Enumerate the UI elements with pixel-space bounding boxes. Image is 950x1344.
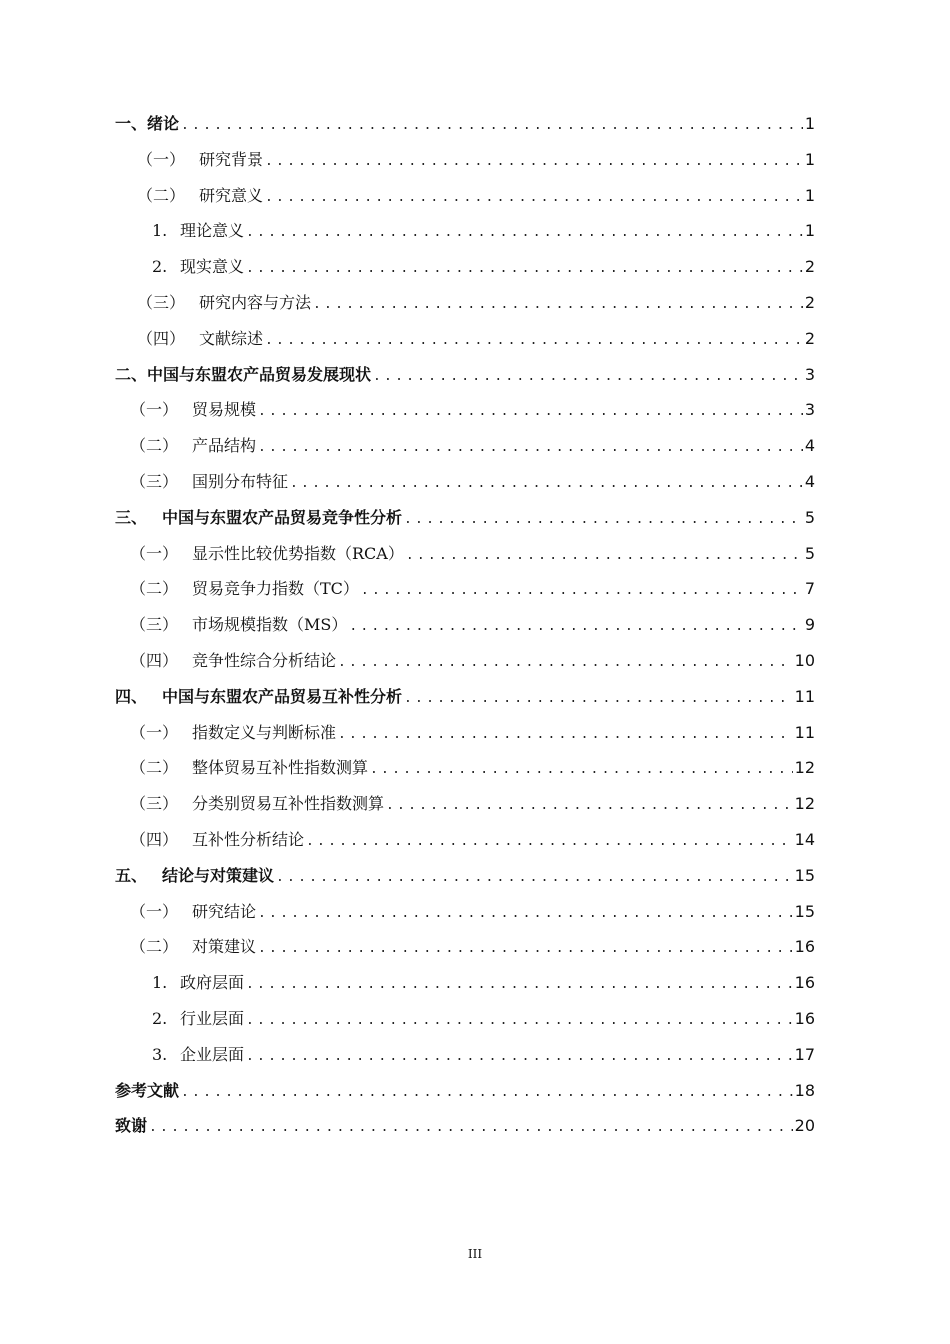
toc-entry[interactable] <box>115 863 815 899</box>
toc-leader-dots <box>265 154 803 169</box>
toc-entry-number: （三） <box>130 794 179 814</box>
toc-leader-dots <box>181 118 803 133</box>
toc-entry-title: 文献综述 <box>199 328 264 348</box>
toc-entry-page: 12 <box>794 794 815 814</box>
toc-entry-number: 1. <box>152 221 168 241</box>
toc-entry-title: 结论与对策建议 <box>162 865 275 885</box>
toc-entry-title: 理论意义 <box>180 221 245 241</box>
toc-entry-title: 整体贸易互补性指数测算 <box>192 758 369 778</box>
toc-leader-dots <box>361 583 803 598</box>
toc-leader-dots <box>265 190 803 205</box>
toc-entry-number: 3. <box>152 1044 168 1064</box>
toc-entry-number: （一） <box>130 722 179 742</box>
toc-entry-number: 一、 <box>115 114 148 133</box>
page-number-footer: III <box>467 1247 483 1261</box>
toc-entry-number: 2. <box>152 257 168 277</box>
toc-entry[interactable] <box>115 397 815 433</box>
toc-entry-page: 4 <box>804 436 815 456</box>
toc-entry[interactable] <box>115 1006 815 1042</box>
toc-entry[interactable] <box>115 720 815 756</box>
toc-leader-dots <box>306 834 793 849</box>
toc-entry-number: （二） <box>137 185 186 205</box>
toc-entry-title: 现实意义 <box>180 257 245 277</box>
toc-entry-page: 16 <box>794 937 815 957</box>
toc-entry[interactable] <box>115 218 815 254</box>
toc-entry[interactable] <box>115 1042 815 1078</box>
toc-leader-dots <box>276 870 793 885</box>
toc-entry[interactable] <box>115 1078 815 1114</box>
toc-entry-title: 致谢 <box>115 1116 148 1136</box>
toc-entry-page: 11 <box>794 722 815 742</box>
toc-entry-number: （一） <box>130 400 179 420</box>
toc-entry-title: 研究背景 <box>199 149 264 169</box>
toc-leader-dots <box>246 977 793 992</box>
toc-entry-title: 中国与东盟农产品贸易竞争性分析 <box>162 507 403 527</box>
table-of-contents <box>115 111 815 1149</box>
toc-entry-page: 2 <box>804 257 815 277</box>
toc-entry-page: 14 <box>794 829 815 849</box>
toc-entry-number: （一） <box>137 149 186 169</box>
toc-entry[interactable] <box>115 755 815 791</box>
toc-entry-title: 国别分布特征 <box>192 471 289 491</box>
toc-leader-dots <box>338 655 793 670</box>
toc-entry-page: 5 <box>804 543 815 563</box>
toc-entry[interactable] <box>115 183 815 219</box>
toc-entry-number: 二、 <box>115 364 148 384</box>
toc-entry-title: 对策建议 <box>192 937 257 957</box>
toc-entry-title: 行业层面 <box>180 1008 245 1028</box>
toc-entry-number: （四） <box>137 328 186 348</box>
toc-entry[interactable] <box>115 469 815 505</box>
toc-entry[interactable] <box>115 290 815 326</box>
toc-entry[interactable] <box>115 612 815 648</box>
toc-entry-title: 贸易竞争力指数（TC） <box>192 579 359 599</box>
toc-entry-title: 市场规模指数（MS） <box>192 615 348 635</box>
toc-entry[interactable] <box>115 1113 815 1149</box>
toc-entry-page: 7 <box>804 579 815 599</box>
toc-leader-dots <box>349 619 802 634</box>
toc-entry-number: （二） <box>130 937 179 957</box>
toc-entry-page: 2 <box>804 292 815 312</box>
toc-entry[interactable] <box>115 827 815 863</box>
toc-entry-page: 1 <box>804 221 815 241</box>
toc-entry-number: （一） <box>130 901 179 921</box>
toc-entry-page: 18 <box>794 1080 815 1100</box>
toc-entry-number: 四、 <box>115 686 148 706</box>
toc-entry[interactable] <box>115 505 815 541</box>
toc-entry-page: 10 <box>794 650 815 670</box>
toc-leader-dots <box>246 1049 793 1064</box>
toc-entry-title: 产品结构 <box>192 436 257 456</box>
toc-entry-page: 3 <box>804 364 815 384</box>
toc-entry-number: 五、 <box>115 865 148 885</box>
toc-leader-dots <box>404 512 803 527</box>
toc-entry[interactable] <box>115 576 815 612</box>
toc-leader-dots <box>258 440 803 455</box>
toc-leader-dots <box>338 727 793 742</box>
toc-entry-number: （二） <box>130 758 179 778</box>
toc-entry-title: 研究意义 <box>199 185 264 205</box>
toc-entry-number: （二） <box>130 436 179 456</box>
toc-entry-title: 政府层面 <box>180 973 245 993</box>
toc-entry[interactable] <box>115 254 815 290</box>
toc-entry-page: 5 <box>804 507 815 527</box>
toc-entry[interactable] <box>115 541 815 577</box>
toc-entry[interactable] <box>115 362 815 398</box>
toc-entry-page: 3 <box>804 400 815 420</box>
toc-leader-dots <box>258 906 793 921</box>
toc-entry[interactable] <box>115 934 815 970</box>
toc-entry-title: 贸易规模 <box>192 400 257 420</box>
toc-leader-dots <box>246 1013 793 1028</box>
toc-leader-dots <box>370 762 793 777</box>
toc-entry-page: 1 <box>804 149 815 169</box>
toc-entry-page: 15 <box>794 865 815 885</box>
toc-entry[interactable] <box>115 147 815 183</box>
toc-entry-number: 2. <box>152 1008 168 1028</box>
toc-entry-title: 绪论 <box>147 114 180 133</box>
toc-entry-title: 分类别贸易互补性指数测算 <box>192 794 385 814</box>
toc-entry-number: （四） <box>130 650 179 670</box>
toc-entry-title: 互补性分析结论 <box>192 829 305 849</box>
toc-entry-title: 研究内容与方法 <box>199 292 312 312</box>
toc-entry-title: 竞争性综合分析结论 <box>192 650 337 670</box>
toc-entry[interactable] <box>115 791 815 827</box>
toc-entry-title: 参考文献 <box>115 1080 180 1100</box>
toc-entry-title: 显示性比较优势指数（RCA） <box>192 543 404 563</box>
toc-entry-title: 中国与东盟农产品贸易发展现状 <box>147 364 372 384</box>
toc-entry-page: 1 <box>804 185 815 205</box>
toc-leader-dots <box>313 297 803 312</box>
toc-entry-number: 1. <box>152 973 168 993</box>
toc-entry[interactable] <box>115 899 815 935</box>
toc-entry-title: 中国与东盟农产品贸易互补性分析 <box>162 686 403 706</box>
toc-entry-number: （二） <box>130 579 179 599</box>
toc-leader-dots <box>181 1085 793 1100</box>
toc-leader-dots <box>386 798 793 813</box>
toc-leader-dots <box>373 369 803 384</box>
toc-entry-page: 15 <box>794 901 815 921</box>
toc-leader-dots <box>149 1120 793 1135</box>
toc-entry[interactable] <box>115 111 815 147</box>
toc-entry-page: 20 <box>794 1116 815 1136</box>
toc-entry-page: 11 <box>794 686 815 706</box>
toc-entry[interactable] <box>115 648 815 684</box>
toc-leader-dots <box>246 261 803 276</box>
toc-entry-number: 三、 <box>115 507 148 527</box>
toc-entry-title: 企业层面 <box>180 1044 245 1064</box>
toc-entry[interactable] <box>115 433 815 469</box>
toc-entry[interactable] <box>115 684 815 720</box>
toc-entry[interactable] <box>115 970 815 1006</box>
toc-entry-title: 研究结论 <box>192 901 257 921</box>
toc-entry-number: （四） <box>130 829 179 849</box>
toc-entry-page: 1 <box>804 114 815 133</box>
toc-entry-page: 16 <box>794 973 815 993</box>
toc-entry-number: （三） <box>130 471 179 491</box>
toc-leader-dots <box>265 333 803 348</box>
toc-entry-page: 9 <box>804 615 815 635</box>
toc-entry-page: 17 <box>794 1044 815 1064</box>
toc-entry-page: 2 <box>804 328 815 348</box>
toc-leader-dots <box>246 225 803 240</box>
toc-entry[interactable] <box>115 326 815 362</box>
toc-entry-page: 16 <box>794 1008 815 1028</box>
toc-entry-number: （一） <box>130 543 179 563</box>
toc-leader-dots <box>404 691 793 706</box>
toc-leader-dots <box>406 548 803 563</box>
toc-leader-dots <box>258 404 803 419</box>
toc-entry-number: （三） <box>137 292 186 312</box>
toc-leader-dots <box>290 476 803 491</box>
toc-entry-page: 12 <box>794 758 815 778</box>
toc-entry-title: 指数定义与判断标准 <box>192 722 337 742</box>
toc-entry-page: 4 <box>804 471 815 491</box>
toc-entry-number: （三） <box>130 615 179 635</box>
toc-leader-dots <box>258 941 793 956</box>
